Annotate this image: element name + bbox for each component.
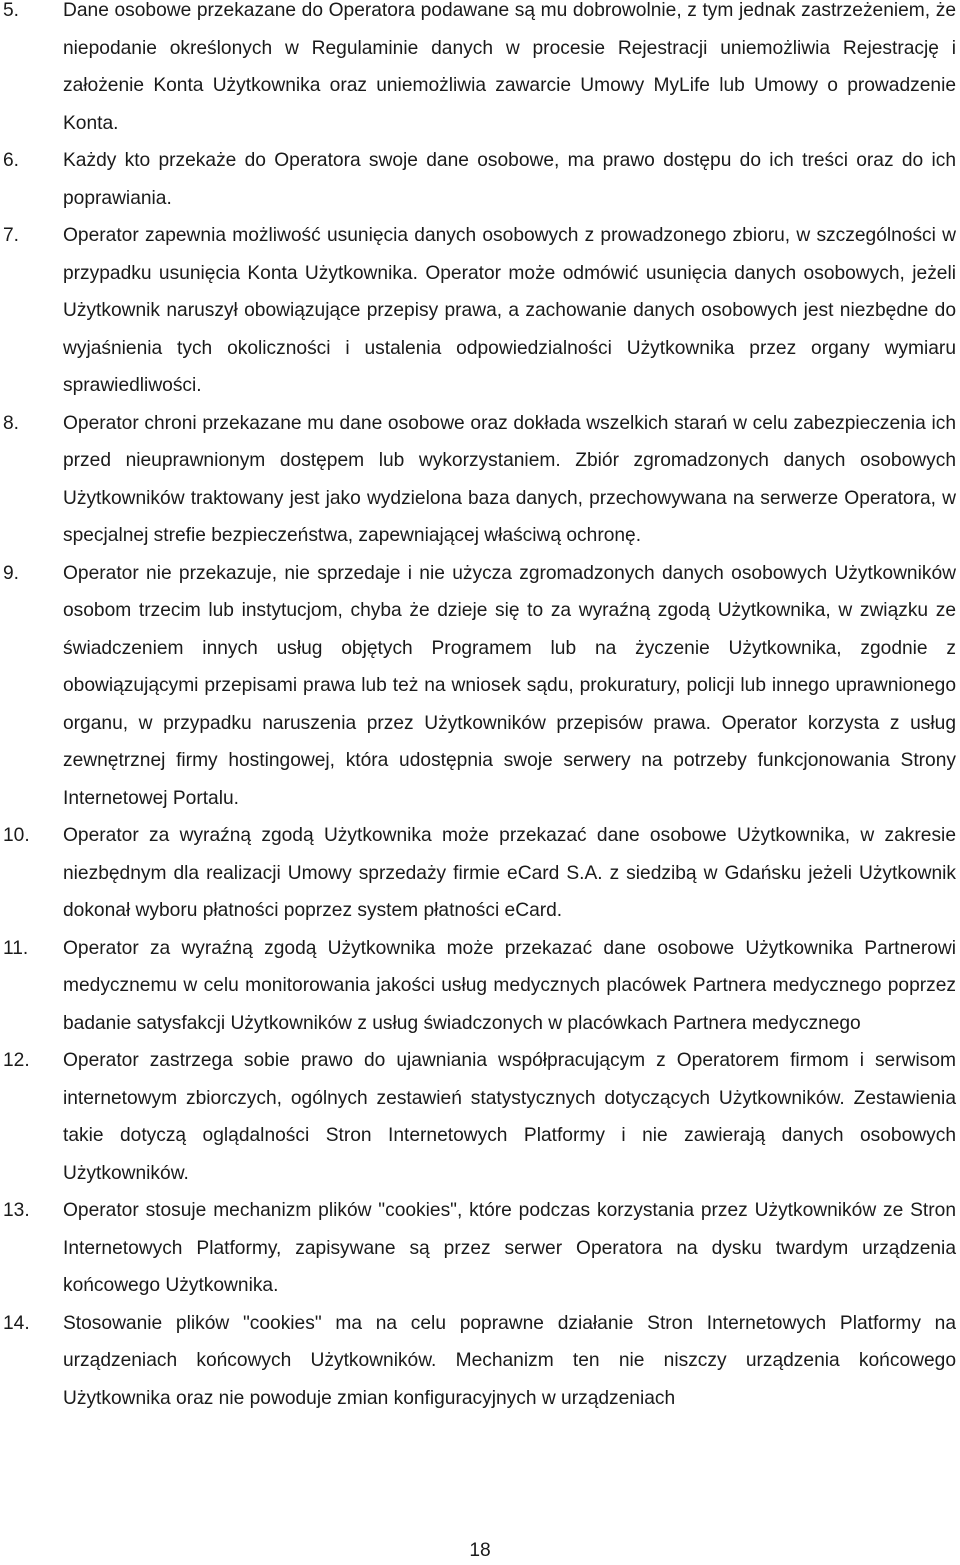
page-number: 18 xyxy=(469,1540,491,1561)
clause-text: Operator zastrzega sobie prawo do ujawniania współpracującym z Operatorem firmom i serwisom internetowym zbiorczych, ogólnych zestawień statystycznych dotyczących Użytkowników. Zestawienia takie dotyczą oglądalności Stron Internetowych Platformy i nie zawierają danych osobowych Użytkowników. xyxy=(63,1050,956,1184)
clause-number: 5. xyxy=(3,0,20,21)
clause-text: Operator chroni przekazane mu dane osobowe oraz dokłada wszelkich starań w celu zabezpieczenia ich przed nieuprawnionym dostępem lub wykorzystaniem. Zbiór zgromadzonych danych osobowych Użytkowników traktowany jest jako wydzielona baza danych, przechowywana na serwerze Operatora, w specjalnej strefie bezpieczeństwa, zapewniającej właściwą ochronę. xyxy=(63,412,956,546)
clause-text: Operator zapewnia możliwość usunięcia danych osobowych z prowadzonego zbioru, w szczególności w przypadku usunięcia Konta Użytkownika. Operator może odmówić usunięcia danych osobowych, jeżeli Użytkownik naruszył obowiązujące przepisy prawa, a zachowanie danych osobowych jest niezbędne do wyjaśnienia tych okoliczności i ustalenia odpowiedzialności Użytkownika przez organy wymiaru sprawiedliwości. xyxy=(63,225,956,396)
clause-10 xyxy=(0,817,960,930)
clause-number: 10. xyxy=(3,825,30,846)
clause-text: Operator za wyraźną zgodą Użytkownika może przekazać dane osobowe Użytkownika Partnerowi medycznemu w celu monitorowania jakości usług medycznych placówek Partnera medycznego poprzez badanie satysfakcji Użytkowników z usług świadczonych w placówkach Partnera medycznego xyxy=(63,937,956,1034)
clause-12 xyxy=(0,1042,960,1192)
clause-13 xyxy=(0,1192,960,1305)
clause-number: 12. xyxy=(3,1050,30,1071)
clause-text: Operator stosuje mechanizm plików "cookies", które podczas korzystania przez Użytkowników ze Stron Internetowych Platformy, zapisywane są przez serwer Operatora na dysku twardym urządzenia końcowego Użytkownika. xyxy=(63,1200,956,1296)
clause-text: Stosowanie plików "cookies" ma na celu poprawne działanie Stron Internetowych Platformy na urządzeniach końcowych Użytkowników. Mechanizm ten nie niszczy urządzenia końcowego Użytkownika oraz nie powoduje zmian konfiguracyjnych w urządzeniach xyxy=(63,1312,956,1409)
clause-number: 6. xyxy=(3,150,20,171)
clause-number: 11. xyxy=(3,937,29,959)
clause-number: 7. xyxy=(3,225,20,246)
clause-5 xyxy=(0,0,960,142)
clause-8 xyxy=(0,405,960,555)
clause-number: 14. xyxy=(3,1312,30,1334)
clause-number: 9. xyxy=(3,562,20,584)
clause-text: Operator nie przekazuje, nie sprzedaje i nie użycza zgromadzonych danych osobowych Użytkowników osobom trzecim lub instytucjom, chyba że dzieje się to za wyraźną zgodą Użytkownika, w związku ze świadczeniem innych usług objętych Programem lub na życzenie Użytkownika, zgodnie z obowiązującymi przepisami prawa lub też na wniosek sądu, prokuratury, policji lub innego uprawnionego organu, w przypadku naruszenia przez Użytkowników przepisów prawa. Operator korzysta z usług zewnętrznej firmy hostingowej, która udostępnia swoje serwery na potrzeby funkcjonowania Strony Internetowej Portalu. xyxy=(63,562,956,809)
clause-number: 13. xyxy=(3,1200,30,1221)
clause-14 xyxy=(0,1305,960,1418)
clause-11 xyxy=(0,930,960,1043)
clause-6 xyxy=(0,142,960,217)
clause-text: Dane osobowe przekazane do Operatora podawane są mu dobrowolnie, z tym jednak zastrzeżeniem, że niepodanie określonych w Regulaminie danych w procesie Rejestracji uniemożliwia Rejestrację i założenie Konta Użytkownika oraz uniemożliwia zawarcie Umowy MyLife lub Umowy o prowadzenie Konta. xyxy=(63,0,956,134)
clause-9 xyxy=(0,555,960,818)
clause-7 xyxy=(0,217,960,405)
clause-text: Operator za wyraźną zgodą Użytkownika może przekazać dane osobowe Użytkownika, w zakresie niezbędnym dla realizacji Umowy sprzedaży firmie eCard S.A. z siedzibą w Gdańsku jeżeli Użytkownik dokonał wyboru płatności poprzez system płatności eCard. xyxy=(63,825,956,921)
clause-text: Każdy kto przekaże do Operatora swoje dane osobowe, ma prawo dostępu do ich treści oraz do ich poprawiania. xyxy=(63,150,956,209)
clause-number: 8. xyxy=(3,412,20,434)
